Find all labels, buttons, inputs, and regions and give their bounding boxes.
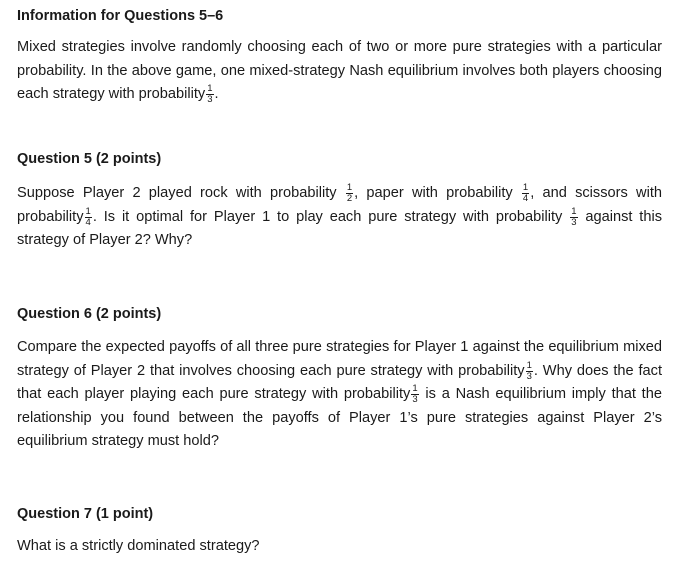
- fraction-one-third: [206, 84, 213, 105]
- question-7-text: [17, 535, 662, 559]
- fraction-numerator: 1: [571, 205, 577, 217]
- question-7-heading: Question 7 (1 point): [17, 506, 154, 522]
- q6-text: is a Nash equilibrium imply that the relationship you found between the payoffs of Player 1’s pure strategies against Player 2’s equilibrium strategy must hold?: [17, 386, 662, 449]
- info-text: .: [214, 86, 219, 102]
- q7-text: What is a strictly dominated strategy?: [17, 538, 260, 554]
- fraction-denominator: 3: [207, 94, 213, 105]
- question-6-heading: Question 6 (2 points): [17, 306, 162, 322]
- fraction-one-quarter: [522, 183, 529, 204]
- q6-text: . Why does the fact that each player playing each pure strategy with probability: [17, 362, 662, 402]
- info-text: Mixed strategies involve randomly choosing each of two or more pure strategies with a particular probability. In the above game, one mixed-strategy Nash equilibrium involves both players choosing each strategy with probability: [17, 39, 662, 102]
- q6-text: Compare the expected payoffs of all three pure strategies for Player 1 against the equilibrium mixed strategy of Player 2 that involves choosing each pure strategy with probability: [17, 339, 662, 379]
- fraction-numerator: 1: [522, 182, 529, 193]
- question-6-text: [17, 336, 662, 454]
- fraction-denominator: 3: [412, 394, 418, 405]
- q5-text: against this strategy of Player 2? Why?: [17, 208, 662, 248]
- q5-text: Suppose Player 2 played rock with probability: [17, 185, 337, 201]
- question-5-text: [17, 182, 662, 253]
- q5-text: , and scissors with probability: [17, 185, 662, 225]
- fraction-denominator: 3: [571, 216, 577, 228]
- fraction-numerator: 1: [412, 383, 418, 394]
- fraction-denominator: 3: [526, 370, 532, 382]
- fraction-denominator: 2: [346, 193, 353, 204]
- fraction-numerator: 1: [207, 83, 213, 94]
- q5-text: . Is it optimal for Player 1 to play each pure strategy with probability: [92, 208, 563, 225]
- question-5-heading: Question 5 (2 points): [17, 151, 162, 167]
- fraction-one-third: [526, 361, 533, 382]
- fraction-one-half: [346, 183, 353, 204]
- info-heading: Information for Questions 5–6: [17, 8, 224, 24]
- info-paragraph: [17, 36, 662, 107]
- fraction-one-third: [570, 207, 577, 228]
- fraction-numerator: 1: [346, 182, 353, 193]
- fraction-one-quarter: [85, 207, 92, 228]
- fraction-denominator: 4: [522, 193, 529, 204]
- fraction-one-third: [411, 384, 418, 405]
- fraction-numerator: 1: [85, 205, 91, 217]
- fraction-numerator: 1: [526, 359, 532, 371]
- q5-text: , paper with probability: [354, 185, 513, 201]
- fraction-denominator: 4: [85, 216, 91, 228]
